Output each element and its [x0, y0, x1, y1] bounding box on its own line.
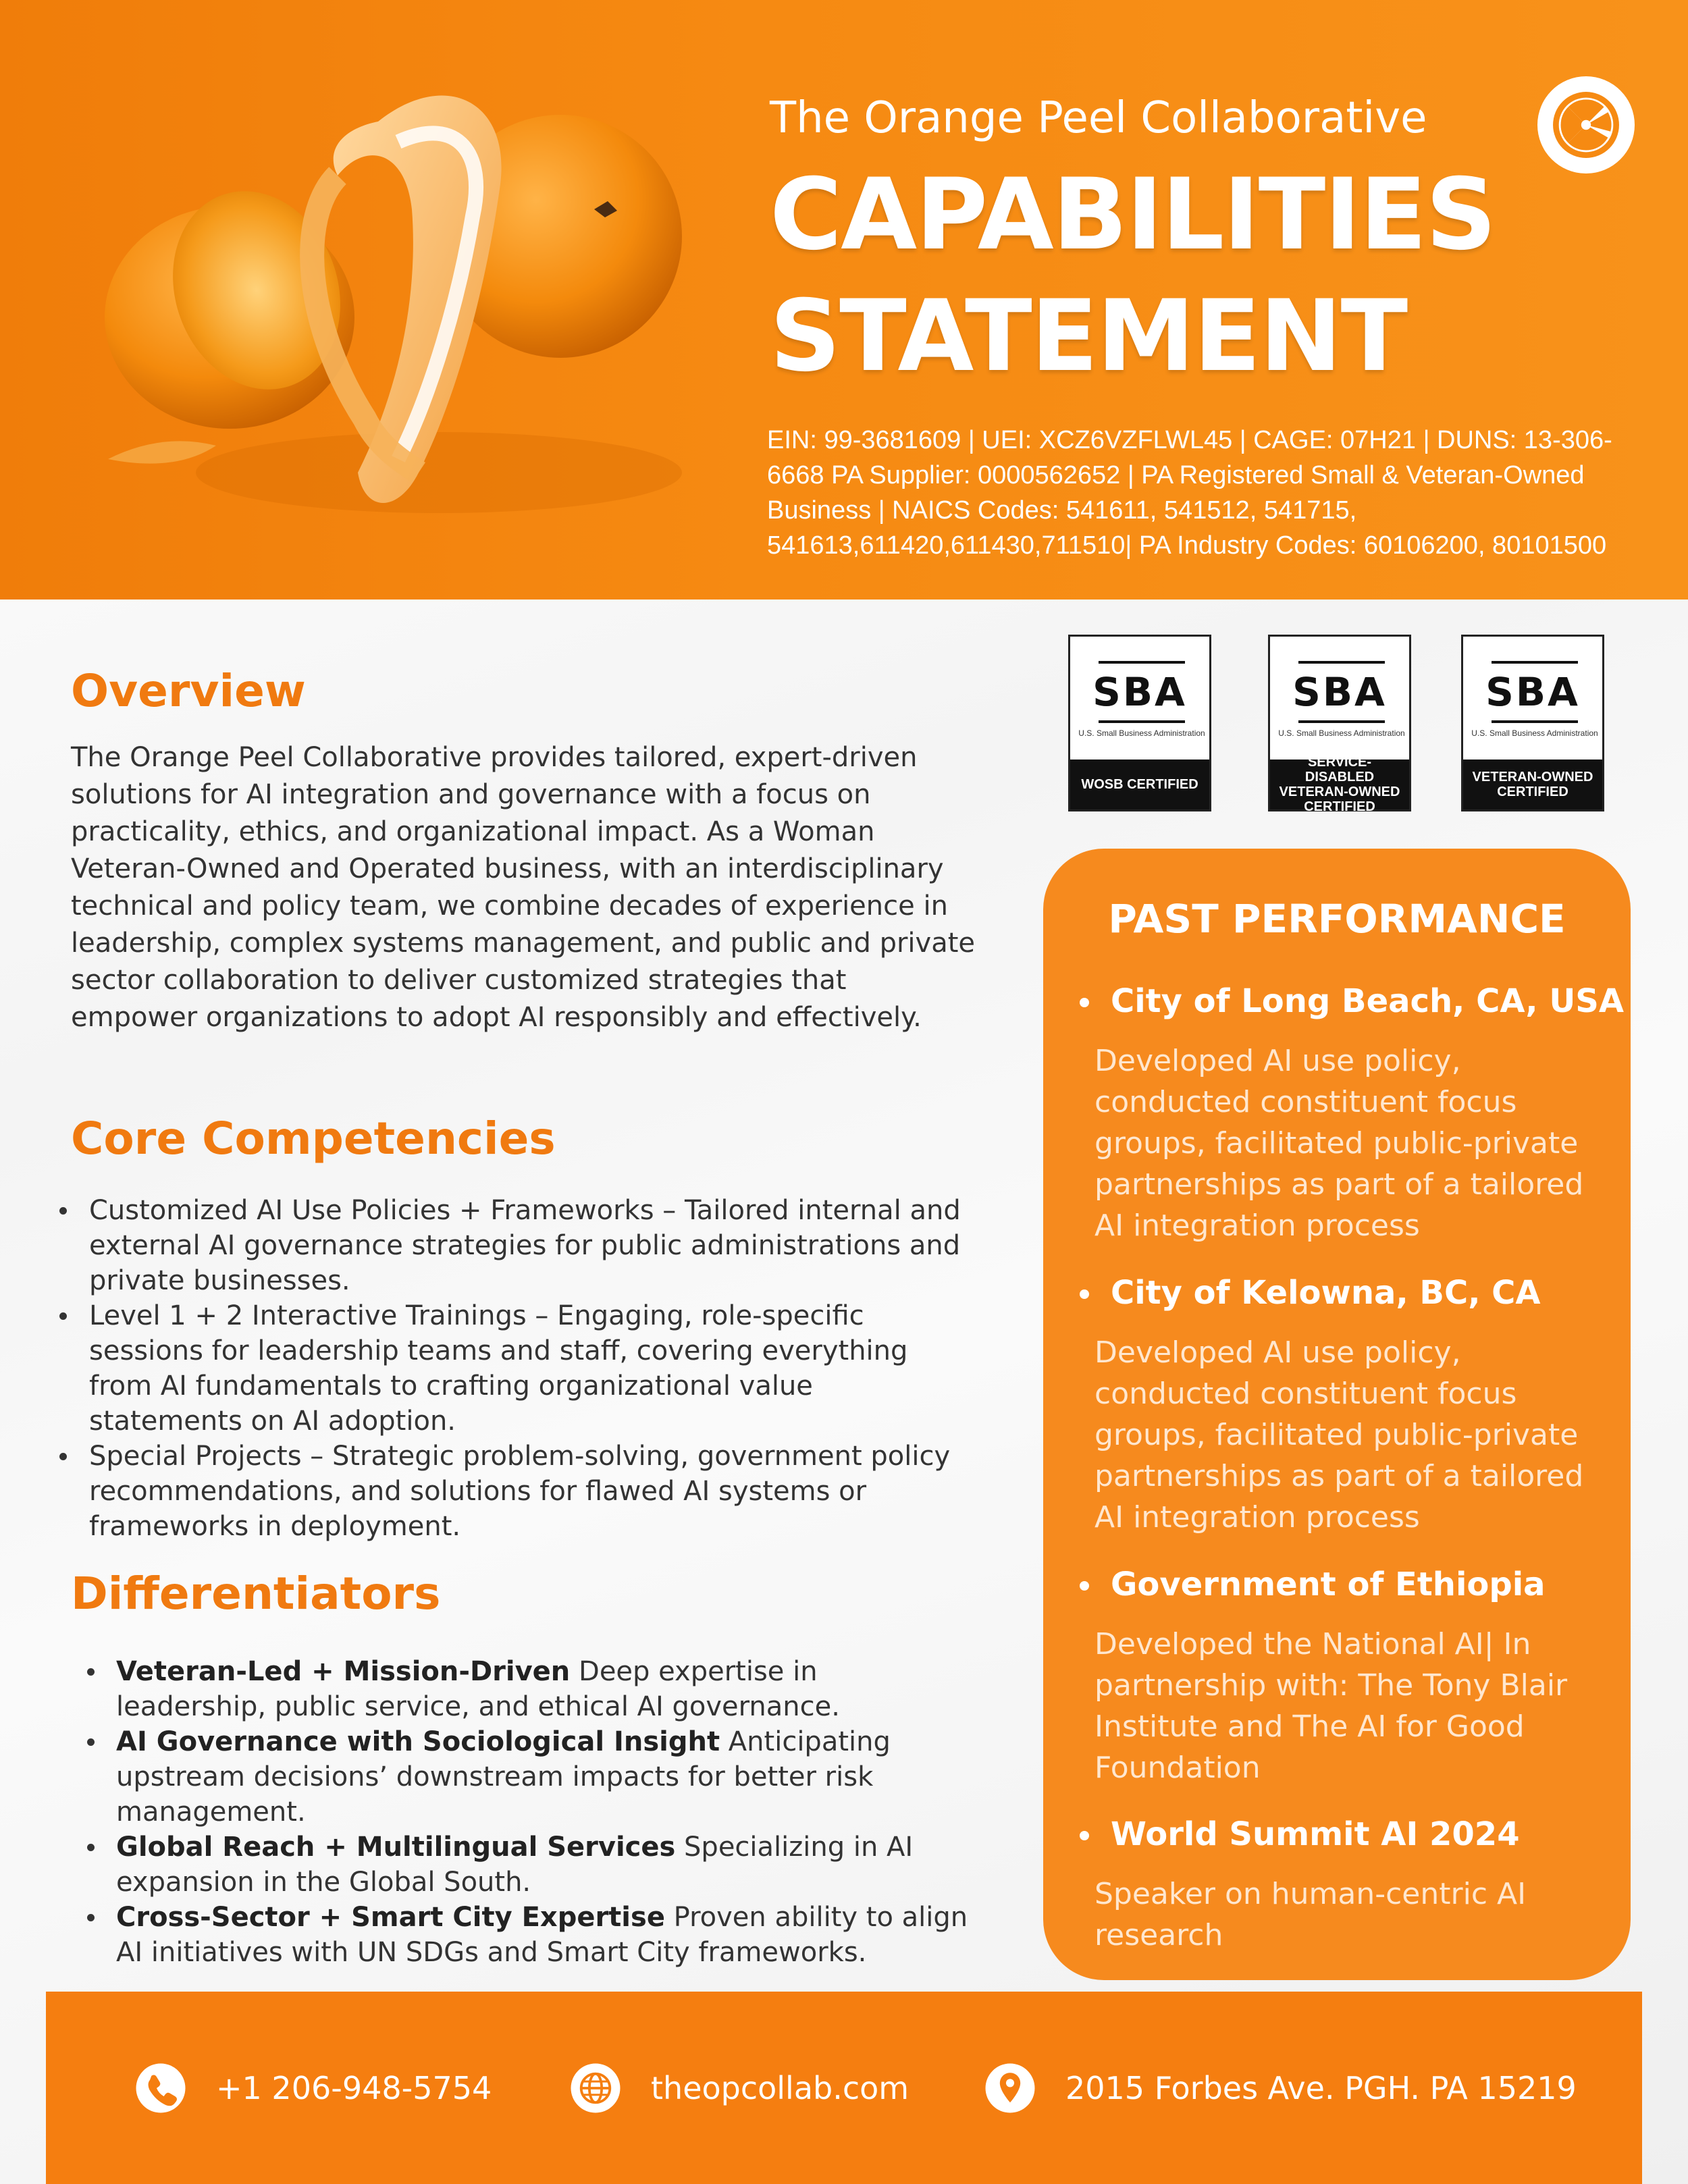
past-performance-item-title: World Summit AI 2024 — [1111, 1815, 1520, 1853]
certification-label: SERVICE-DISABLED VETERAN-OWNED CERTIFIED — [1270, 760, 1409, 809]
list-item: Special Projects – Strategic problem-solving, government policy recommendations, and solutions for flawed AI systems or frameworks in deployment. — [59, 1439, 971, 1544]
business-identifiers: EIN: 99-3681609 | UEI: XCZ6VZFLWL45 | CAGE: 07H21 | DUNS: 13-306-6668 PA Supplier: 0000562652 | PA Registered Small & Veteran-Owned Business | NAICS Codes: 541611, 541512, 541715, 541613,611420,611430,711510| PA Industry Codes: 60106200, 80101500 — [767, 426, 1612, 560]
sba-org-name: U.S. Small Business Administration — [1278, 728, 1405, 738]
past-performance-item-text: Speaker on human-centric AI research — [1094, 1877, 1527, 1952]
badge-rule — [1492, 661, 1578, 664]
website-contact[interactable] — [570, 1992, 909, 2184]
sba-logo-text: SBA — [1485, 669, 1580, 715]
document-title-line-1: CAPABILITIES — [770, 157, 1496, 272]
item-head: AI Governance with Sociological Insight — [116, 1726, 720, 1757]
contact-footer — [46, 1992, 1642, 2184]
differentiators-list — [84, 1654, 976, 1970]
differentiators-heading: Differentiators — [71, 1568, 441, 1620]
badge-rule — [1099, 661, 1185, 664]
past-performance-item-text: Developed the National AI| In partnership with: The Tony Blair Institute and The AI for Good Foundation — [1094, 1627, 1568, 1785]
document-title-line-2: STATEMENT — [770, 279, 1407, 394]
list-item: Customized AI Use Policies + Frameworks – Tailored internal and external AI governance strategies for public administrations and private businesses. — [59, 1193, 971, 1298]
sba-logo-text: SBA — [1292, 669, 1387, 715]
past-performance-heading: PAST PERFORMANCE — [1108, 896, 1566, 942]
item-head: Veteran-Led + Mission-Driven — [116, 1656, 571, 1687]
item-head: Global Reach + Multilingual Services — [116, 1832, 676, 1863]
list-item — [84, 1724, 976, 1830]
past-performance-card — [1043, 849, 1631, 1980]
item-body: Anticipating upstream decisions’ downstream impacts for better risk management. — [116, 1726, 891, 1828]
header-banner — [0, 0, 1688, 600]
orange-slice-icon — [1537, 76, 1635, 174]
item-body: Specializing in AI expansion in the Global South. — [116, 1832, 914, 1898]
list-item: Level 1 + 2 Interactive Trainings – Engaging, role-specific sessions for leadership teams and staff, covering everything from AI fundamentals to crafting organizational value statements on AI adoption. — [59, 1298, 971, 1439]
item-body: Deep expertise in leadership, public service, and ethical AI governance. — [116, 1656, 840, 1722]
item-body: Proven ability to align AI initiatives with UN SDGs and Smart City frameworks. — [116, 1902, 968, 1968]
list-item — [84, 1654, 976, 1724]
past-performance-item-title: City of Kelowna, BC, CA — [1111, 1274, 1541, 1312]
document-title — [770, 154, 1647, 397]
street-address: 2015 Forbes Ave. PGH. PA 15219 — [1065, 2069, 1577, 2106]
item-head: Cross-Sector + Smart City Expertise — [116, 1902, 665, 1933]
globe-icon — [570, 2062, 621, 2114]
website-link[interactable]: theopcollab.com — [651, 2069, 909, 2106]
overview-text: The Orange Peel Collaborative provides tailored, expert-driven solutions for AI integration and governance with a focus on practicality, ethics, and organizational impact. As a Woman Veteran-Owned and Operated business, with an interdisciplinary technical and policy team, we combine decades of experience in leadership, complex systems management, and public and private sector collaboration to deliver customized strategies that empower organizations to adopt AI responsibly and effectively. — [71, 742, 976, 1033]
core-competencies-list — [59, 1193, 971, 1544]
orange-peel-illustration — [81, 41, 756, 581]
list-item — [84, 1830, 976, 1900]
address-contact — [984, 1992, 1577, 2184]
certification-label: VETERAN-OWNED CERTIFIED — [1463, 760, 1602, 809]
past-performance-item-title: City of Long Beach, CA, USA — [1111, 982, 1625, 1020]
badge-rule — [1099, 720, 1185, 723]
certification-label: WOSB CERTIFIED — [1070, 760, 1209, 809]
badge-rule — [1298, 661, 1385, 664]
map-pin-icon — [984, 2062, 1036, 2114]
overview-heading: Overview — [71, 665, 306, 717]
list-item — [84, 1900, 976, 1970]
phone-contact[interactable] — [135, 1992, 492, 2184]
phone-icon — [135, 2062, 186, 2114]
sba-vo-badge — [1461, 635, 1604, 811]
org-name: The Orange Peel Collaborative — [770, 93, 1427, 143]
sba-logo-text: SBA — [1092, 669, 1187, 715]
past-performance-item-text: Developed AI use policy, conducted constituent focus groups, facilitated public-private partnerships as part of a tailored AI integration process — [1094, 1335, 1584, 1535]
sba-org-name: U.S. Small Business Administration — [1078, 728, 1205, 738]
badge-rule — [1492, 720, 1578, 723]
past-performance-item-text: Developed AI use policy, conducted constituent focus groups, facilitated public-private partnerships as part of a tailored AI integration process — [1094, 1044, 1584, 1243]
phone-number[interactable]: +1 206-948-5754 — [216, 2069, 492, 2106]
sba-org-name: U.S. Small Business Administration — [1471, 728, 1598, 738]
badge-rule — [1298, 720, 1385, 723]
sba-sdvo-badge — [1268, 635, 1411, 814]
core-competencies-heading: Core Competencies — [71, 1113, 556, 1165]
past-performance-item-title: Government of Ethiopia — [1111, 1566, 1546, 1603]
sba-wosb-badge — [1068, 635, 1211, 811]
